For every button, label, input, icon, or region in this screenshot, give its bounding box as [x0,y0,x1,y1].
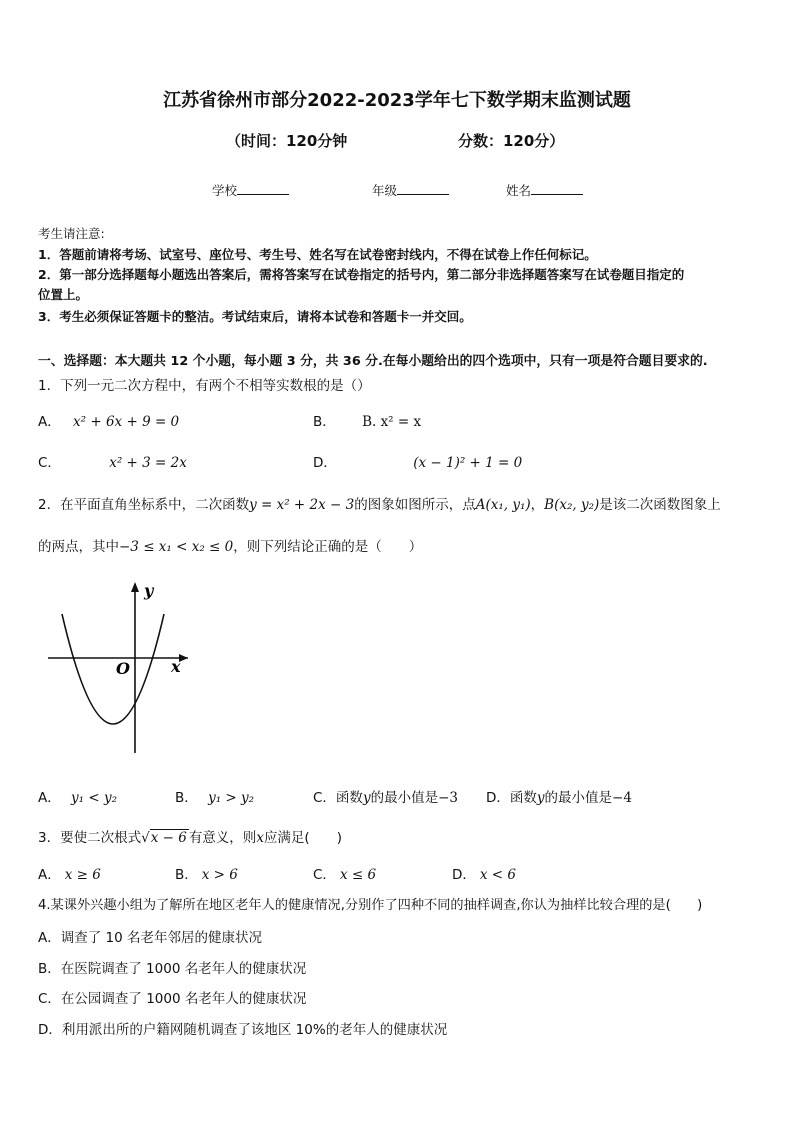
q1-d-text: (x − 1)² + 1 = 0 [413,455,523,471]
q2-c-text: 的最小值是 [370,790,439,806]
parabola-curve [62,614,164,724]
q1-d-label: D． [313,455,337,471]
exam-score: 分数：120分） [458,132,565,150]
q3-option-a [38,863,101,883]
q2-a-label: A． [38,790,61,806]
q1-c-text: x² + 3 = 2x [109,455,187,471]
name-blank [531,182,583,195]
q3-option-c [313,863,376,883]
grade-field [372,181,449,199]
q3-var: x [256,830,264,846]
q2-c-value: −3 [438,790,458,806]
radical-sign: √ [141,830,150,846]
q2-point-b: B(x₂, y₂) [544,497,600,513]
q3-option-b [175,863,238,883]
q2-stem-line2 [38,535,422,555]
q1-c-label: C． [38,455,61,471]
q1-a-label: A． [38,414,61,430]
q2-c-label: C．函数 [313,790,363,806]
q3-stem-text: 应满足( ) [263,830,342,846]
q2-separator: ， [530,497,545,513]
q2-stem-text: 的图象如图所示，点 [354,497,476,513]
q2-option-b [175,786,254,806]
q2-c-var: y [362,790,371,806]
origin-label: O [116,659,130,678]
y-axis-arrow [131,582,139,592]
q4-option-a: A．调查了 10 名老年邻居的健康状况 [38,930,262,946]
q2-stem-line1 [38,493,721,513]
q1-b-label: B． [313,414,336,430]
q2-option-a [38,786,117,806]
y-axis-label: y [144,581,154,600]
q1-option-a [38,410,179,430]
q3-d-label: D． [452,867,476,883]
q1-option-b [313,410,421,430]
q2-condition: −3 ≤ x₁ < x₂ ≤ 0 [119,539,234,555]
q2-b-text: y₁ > y₂ [208,790,255,806]
q2-d-value: −4 [612,790,632,806]
q2-stem-text: 是该二次函数图象上 [599,497,721,513]
q2-b-label: B． [175,790,198,806]
q1-option-c [38,451,187,471]
q3-d-text: x < 6 [479,867,517,883]
exam-time: （时间：120分钟 [226,132,348,150]
q2-stem-text: ，则下列结论正确的是（ ） [233,539,423,555]
q3-option-d [452,863,516,883]
q3-c-label: C． [313,867,336,883]
q4-option-b: B．在医院调查了 1000 名老年人的健康状况 [38,961,307,977]
q4-option-c: C．在公园调查了 1000 名老年人的健康状况 [38,991,307,1007]
name-field [506,181,583,199]
notes-heading: 考生请注意: [38,226,105,241]
q3-a-label: A． [38,867,61,883]
name-label: 姓名 [506,183,532,198]
q2-stem-text: 的两点，其中 [38,539,119,555]
note-item: 1．答题前请将考场、试室号、座位号、考生号、姓名写在试卷密封线内，不得在试卷上作任何标记。 [38,247,597,262]
q2-d-var: y [536,790,545,806]
q3-b-text: x > 6 [201,867,238,883]
note-item: 2．第一部分选择题每小题选出答案后，需将答案写在试卷指定的括号内，第二部分非选择题答案写在试卷题目指定的 [38,267,685,282]
school-blank [237,182,289,195]
q1-b-text: B. x² = x [362,414,422,430]
school-field [212,181,289,199]
q1-option-d [313,451,522,471]
exam-title: 江苏省徐州市部分2022-2023学年七下数学期末监测试题 [163,90,631,111]
q2-option-c [313,786,458,806]
q3-a-text: x ≥ 6 [64,867,101,883]
q1-stem: 1．下列一元二次方程中，有两个不相等实数根的是（） [38,378,371,394]
q2-d-label: D．函数 [486,790,537,806]
q2-parabola-graph [40,578,200,758]
grade-label: 年级 [372,183,398,198]
q2-d-text: 的最小值是 [544,790,613,806]
q4-stem: 4.某课外兴趣小组为了解所在地区老年人的健康情况,分别作了四种不同的抽样调查,你认为抽样比较合理的是( ) [38,898,703,913]
q4-option-d: D．利用派出所的户籍网随机调查了该地区 10%的老年人的健康状况 [38,1022,448,1038]
q3-stem-text: 有意义，则 [188,830,257,846]
note-item: 3．考生必须保证答题卡的整洁。考试结束后，请将本试卷和答题卡一并交回。 [38,309,472,324]
q2-function: y = x² + 2x − 3 [249,497,355,513]
q3-stem-text: 3．要使二次根式 [38,830,142,846]
q3-b-label: B． [175,867,198,883]
q2-a-text: y₁ < y₂ [71,790,118,806]
grade-blank [397,182,449,195]
x-axis-label: x [171,657,181,676]
q3-radicand: x − 6 [150,830,187,846]
note-item: 位置上。 [38,287,89,302]
q2-option-d [486,786,632,806]
q2-point-a: A(x₁, y₁) [475,497,531,513]
section-heading: 一、选择题：本大题共 12 个小题，每小题 3 分，共 36 分.在每小题给出的四个选项中，只有一项是符合题目要求的. [38,354,708,369]
school-label: 学校 [212,183,238,198]
q1-a-text: x² + 6x + 9 = 0 [73,414,180,430]
q2-stem-text: 2．在平面直角坐标系中，二次函数 [38,497,250,513]
q3-stem [38,826,342,846]
q3-c-text: x ≤ 6 [339,867,377,883]
